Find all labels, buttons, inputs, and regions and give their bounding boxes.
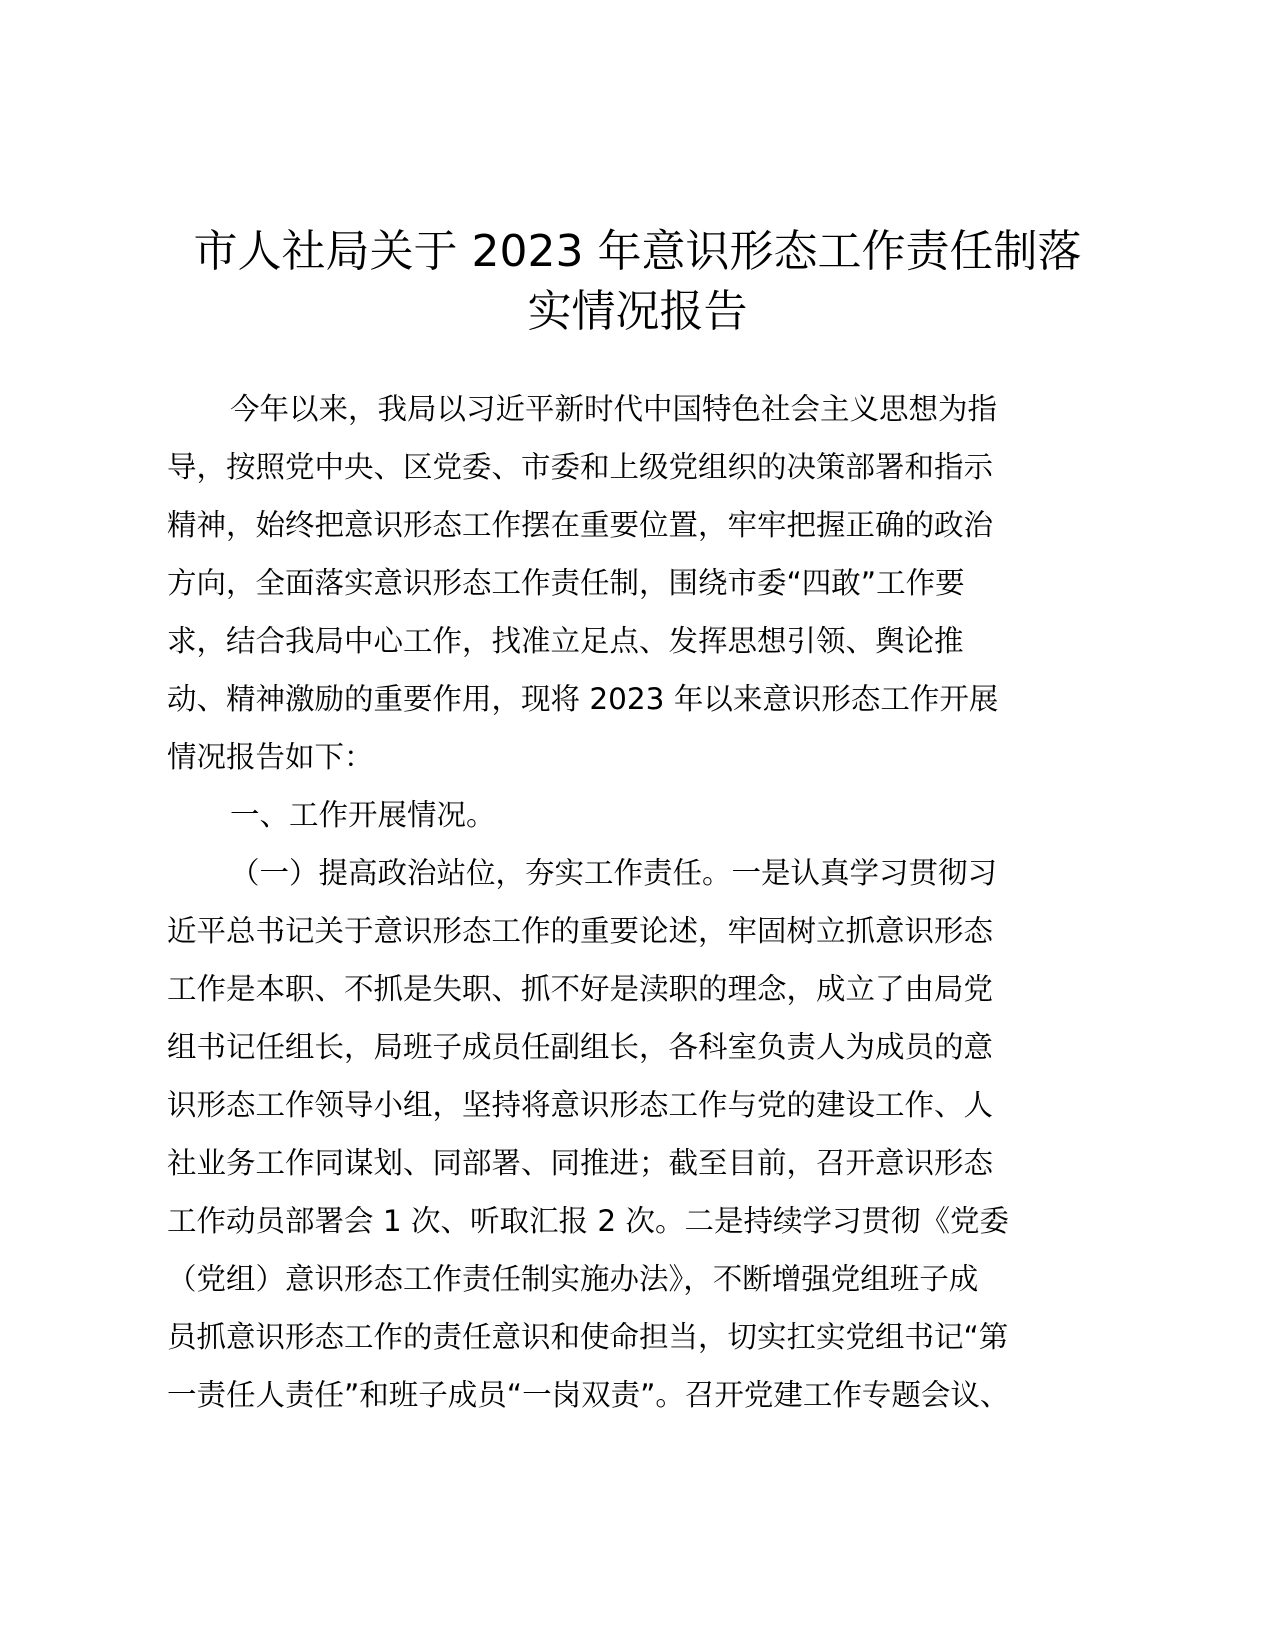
paragraph-line: 社业务工作同谋划、同部署、同推进；截至目前，召开意识形态 [167,1146,994,1180]
paragraph-line: 员抓意识形态工作的责任意识和使命担当，切实扛实党组书记“第 [167,1320,1009,1354]
paragraph-line: 识形态工作领导小组，坚持将意识形态工作与党的建设工作、人 [167,1088,994,1122]
paragraph-line: 近平总书记关于意识形态工作的重要论述，牢固树立抓意识形态 [167,914,994,948]
paragraph-line: 方向，全面落实意识形态工作责任制，围绕市委“四敢”工作要 [167,566,965,600]
paragraph-line: 工作是本职、不抓是失职、抓不好是渎职的理念，成立了由局党 [167,972,994,1006]
title-line-2: 实情况报告 [527,286,748,337]
paragraph-line: （一）提高政治站位，夯实工作责任。一是认真学习贯彻习 [230,856,998,890]
section-heading: 一、工作开展情况。 [230,798,496,832]
paragraph-line: （党组）意识形态工作责任制实施办法》，不断增强党组班子成 [167,1262,979,1296]
title-line-1: 市人社局关于 2023 年意识形态工作责任制落 [193,226,1082,277]
paragraph-line: 工作动员部署会 1 次、听取汇报 2 次。二是持续学习贯彻《党委 [167,1204,1010,1238]
paragraph-line: 动、精神激励的重要作用，现将 2023 年以来意识形态工作开展 [167,682,999,716]
paragraph-line: 求，结合我局中心工作，找准立足点、发挥思想引领、舆论推 [167,624,964,658]
paragraph-line: 情况报告如下： [167,740,374,774]
paragraph-line: 今年以来，我局以习近平新时代中国特色社会主义思想为指 [230,392,998,426]
paragraph-line: 一责任人责任”和班子成员“一岗双责”。召开党建工作专题会议、 [167,1378,1010,1412]
paragraph-line: 组书记任组长，局班子成员任副组长，各科室负责人为成员的意 [167,1030,994,1064]
document-title [150,222,1125,342]
paragraph-line: 精神，始终把意识形态工作摆在重要位置，牢牢把握正确的政治 [167,508,994,542]
document-body [167,380,1117,1424]
paragraph-line: 导，按照党中央、区党委、市委和上级党组织的决策部署和指示 [167,450,994,484]
